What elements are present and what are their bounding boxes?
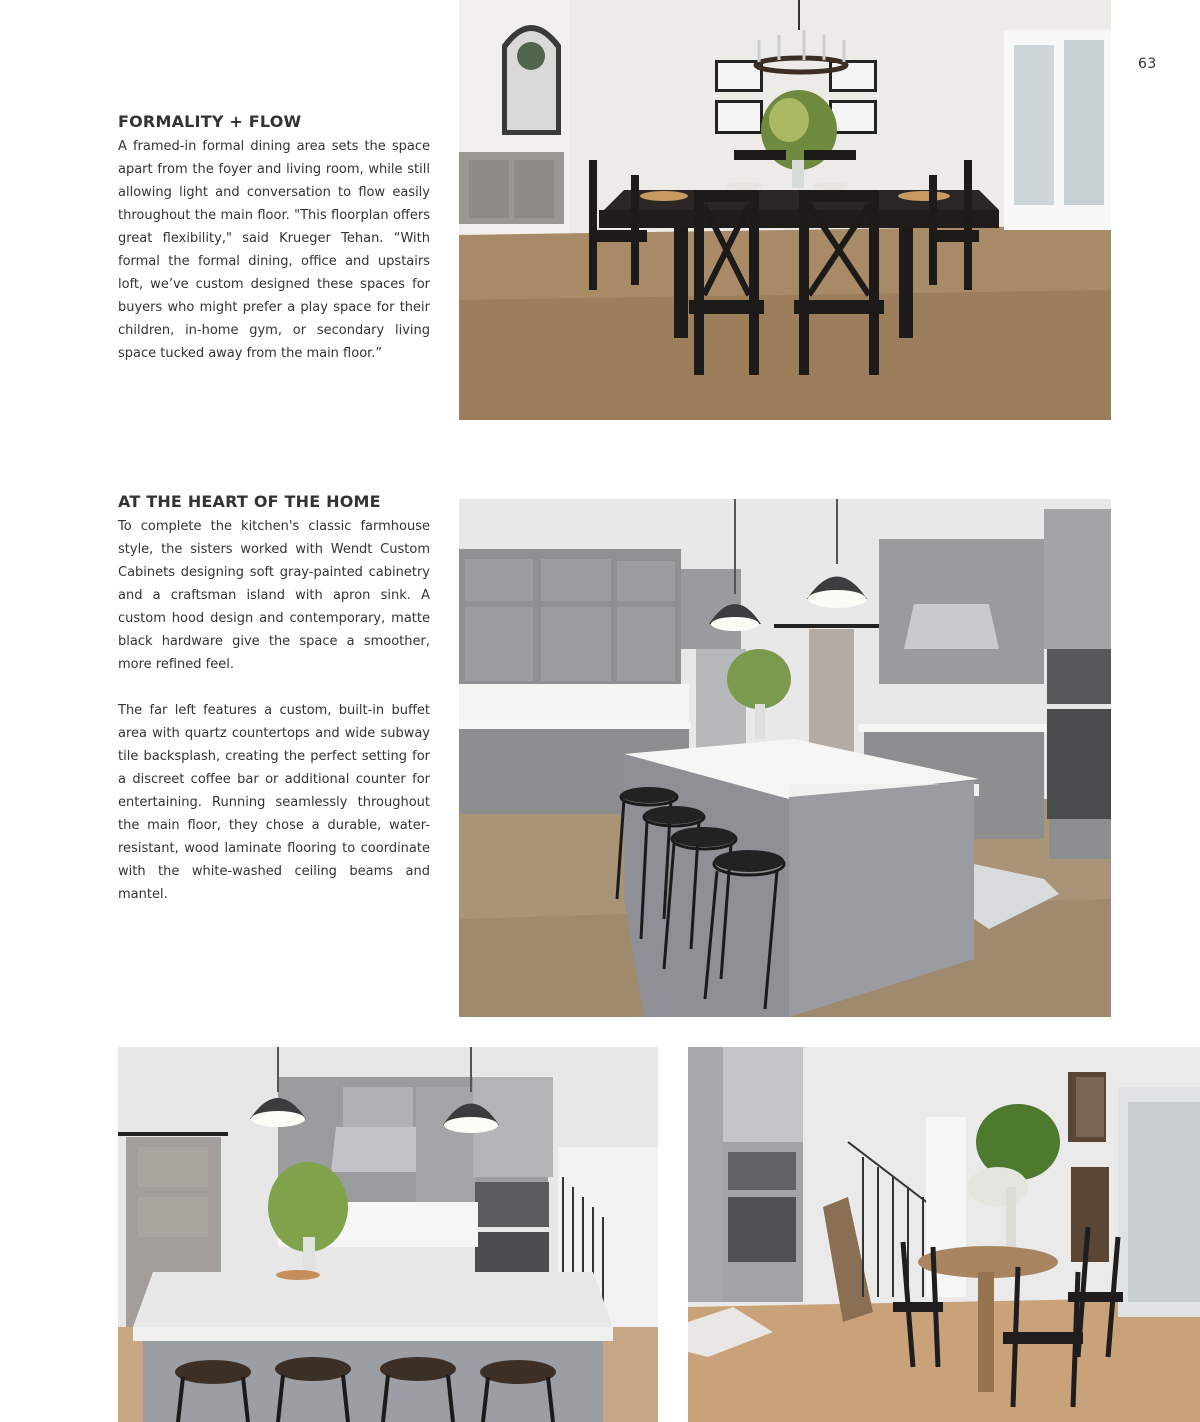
section-heart-of-home — [118, 492, 430, 906]
section-paragraph: The far left features a custom, built-in buffet area with quartz countertops and wide subway tile backsplash, creating the perfect setting for a discreet coffee bar or additional counter for entertaining. Running seamlessly throughout the main floor, they chose a durable, water-resistant, wood laminate flooring to coordinate with the white-washed ceiling beams and mantel. — [118, 703, 430, 902]
section-heading: AT THE HEART OF THE HOME — [118, 492, 381, 511]
dining-room-photo — [459, 0, 1111, 420]
section-heading: FORMALITY + FLOW — [118, 112, 302, 131]
page-number: 63 — [1138, 56, 1157, 72]
dining-nook-photo — [688, 1047, 1200, 1422]
section-paragraph: To complete the kitchen's classic farmhouse style, the sisters worked with Wendt Custom Cabinets designing soft gray-painted cabinetry and a craftsman island with apron sink. A custom hood design and contemporary, matte black hardware give the space a smoother, more refined feel. — [118, 519, 430, 672]
kitchen-photo — [459, 499, 1111, 1017]
kitchen-island-photo — [118, 1047, 658, 1422]
section-formality-flow — [118, 112, 430, 365]
section-paragraph: A framed-in formal dining area sets the space apart from the foyer and living room, while still allowing light and conversation to flow easily throughout the main floor. "This floorplan offers great flexibility," said Krueger Tehan. “With formal the formal dining, office and upstairs loft, we’ve custom designed these spaces for buyers who might prefer a play space for their children, in-home gym, or secondary living space tucked away from the main floor.” — [118, 139, 430, 361]
